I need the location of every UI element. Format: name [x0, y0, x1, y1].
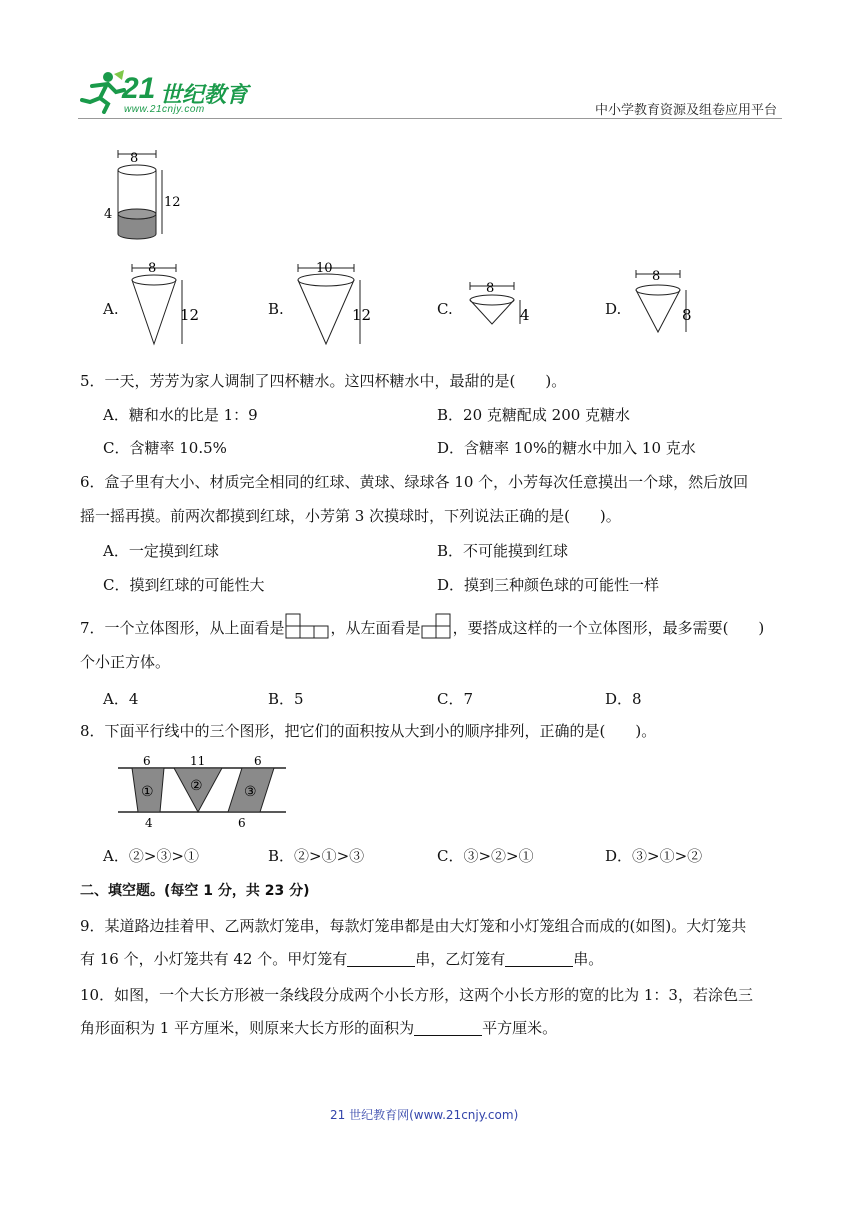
svg-text:8: 8 — [486, 281, 495, 296]
q4-cone-d — [630, 268, 710, 338]
q7-option-a[interactable]: A．4 — [103, 690, 139, 708]
svg-text:12: 12 — [180, 306, 200, 324]
q4-option-c-letter[interactable]: C. — [437, 300, 453, 318]
q6-option-b[interactable]: B．不可能摸到红球 — [437, 542, 569, 560]
q4-cone-c — [462, 280, 542, 330]
q4-cylinder-figure — [100, 150, 190, 240]
svg-text:8: 8 — [148, 261, 157, 276]
q9-stem-line2: 有 16 个，小灯笼共有 42 个。甲灯笼有 串，乙灯笼有 串。 — [80, 950, 604, 968]
section2-title: 二、填空题。(每空 1 分，共 23 分) — [80, 883, 310, 899]
q4-option-a-letter[interactable]: A. — [103, 300, 119, 318]
q9-stem-line1: 9．某道路边挂着甲、乙两款灯笼串，每款灯笼串都是由大灯笼和小灯笼组合而成的(如图)。大灯笼共 — [80, 917, 747, 935]
q5-option-d[interactable]: D．含糖率 10%的糖水中加入 10 克水 — [437, 439, 696, 457]
q6-stem-line1: 6．盒子里有大小、材质完全相同的红球、黄球、绿球各 10 个，小芳每次任意摸出一个球，然后放回 — [80, 473, 749, 491]
q7-part2: ，从左面看是 — [330, 619, 421, 637]
q4-cone-a — [128, 260, 208, 350]
q8-stem: 8．下面平行线中的三个图形，把它们的面积按从大到小的顺序排列，正确的是( )。 — [80, 722, 657, 740]
q8-shape-label-2: ② — [190, 778, 203, 794]
q4-option-b-letter[interactable]: B. — [268, 300, 284, 318]
svg-text:8: 8 — [682, 306, 692, 324]
q8-option-b[interactable]: B．②>①>③ — [268, 847, 365, 865]
logo-text: 世纪教育 — [160, 83, 249, 108]
q10-blank-area[interactable] — [414, 1021, 482, 1036]
water-height-label: 4 — [104, 207, 113, 222]
q8-bottom-label-1: 4 — [145, 816, 153, 830]
logo-url: www.21cnjy.com — [124, 104, 205, 115]
header-divider — [78, 118, 782, 119]
q8-option-c[interactable]: C．③>②>① — [437, 847, 534, 865]
q6-option-a[interactable]: A．一定摸到红球 — [103, 542, 219, 560]
q7-stem-line2: 个小正方体。 — [80, 653, 171, 671]
q5-stem: 5．一天，芳芳为家人调制了四杯糖水。这四杯糖水中，最甜的是( )。 — [80, 372, 567, 390]
q8-option-d[interactable]: D．③>①>② — [605, 847, 703, 865]
q6-option-d[interactable]: D．摸到三种颜色球的可能性一样 — [437, 576, 660, 594]
cylinder-diameter-label: 8 — [130, 151, 139, 166]
q8-parallel-figure — [118, 752, 288, 832]
q8-top-label-2: 11 — [190, 754, 206, 768]
q10-stem-line2: 角形面积为 1 平方厘米，则原来大长方形的面积为 平方厘米。 — [80, 1019, 558, 1037]
q5-option-c[interactable]: C．含糖率 10.5% — [103, 439, 227, 457]
platform-text: 中小学教育资源及组卷应用平台 — [595, 103, 778, 118]
q7-part3: ，要搭成这样的一个立体图形，最多需要( ) — [452, 619, 765, 637]
top-view-icon — [285, 613, 331, 639]
q4-option-d-letter[interactable]: D. — [605, 300, 622, 318]
svg-text:4: 4 — [520, 306, 530, 324]
q7-option-c[interactable]: C．7 — [437, 690, 474, 708]
runner-logo-icon — [78, 70, 126, 114]
q9-blank-jia[interactable] — [347, 952, 415, 967]
q8-shape-label-3: ③ — [244, 784, 257, 800]
q8-option-a[interactable]: A．②>③>① — [103, 847, 199, 865]
q10-stem-line1: 10．如图，一个大长方形被一条线段分成两个小长方形，这两个小长方形的宽的比为 1：3，若涂色三 — [80, 986, 753, 1004]
left-view-icon — [421, 613, 453, 639]
q8-top-label-1: 6 — [143, 754, 151, 768]
q8-top-label-3: 6 — [254, 754, 262, 768]
footer-link[interactable]: 21 世纪教育网(www.21cnjy.com) — [330, 1108, 519, 1122]
q8-bottom-label-2: 6 — [238, 816, 246, 830]
q7-stem-line1 — [80, 613, 764, 639]
q7-option-b[interactable]: B．5 — [268, 690, 304, 708]
q7-option-d[interactable]: D．8 — [605, 690, 642, 708]
svg-text:12: 12 — [352, 306, 372, 324]
svg-text:10: 10 — [316, 261, 333, 276]
q7-part1: 7．一个立体图形，从上面看是 — [80, 619, 285, 637]
cylinder-height-label: 12 — [164, 195, 181, 210]
q6-stem-line2: 摇一摇再摸。前两次都摸到红球，小芳第 3 次摸球时，下列说法正确的是( )。 — [80, 507, 621, 525]
q9-blank-yi[interactable] — [505, 952, 573, 967]
logo-number: 21 — [122, 72, 156, 105]
q8-shape-label-1: ① — [141, 784, 154, 800]
svg-text:8: 8 — [652, 269, 661, 284]
q6-option-c[interactable]: C．摸到红球的可能性大 — [103, 576, 265, 594]
q5-option-a[interactable]: A．糖和水的比是 1：9 — [103, 406, 258, 424]
q5-option-b[interactable]: B．20 克糖配成 200 克糖水 — [437, 406, 631, 424]
q4-cone-b — [292, 260, 382, 350]
